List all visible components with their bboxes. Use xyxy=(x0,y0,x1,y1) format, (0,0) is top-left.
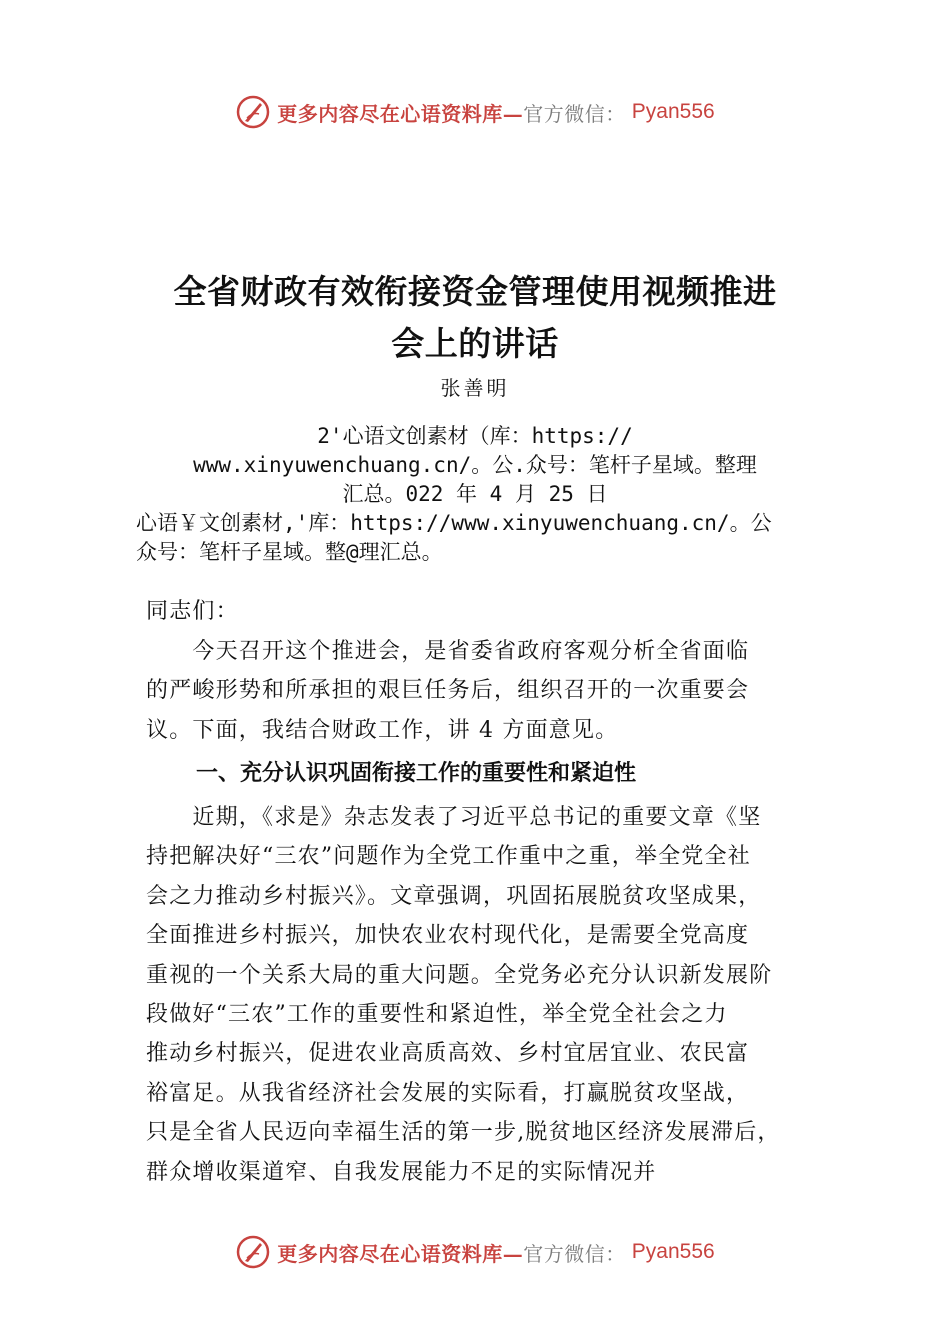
paragraph-line: 的严峻形势和所承担的艰巨任务后，组织召开的一次重要会 xyxy=(146,678,750,704)
document-title-line2: 会上的讲话 xyxy=(391,324,559,363)
paragraph-line: 全面推进乡村振兴，加快农业农村现代化，是需要全党高度 xyxy=(146,923,750,949)
paragraph-line: 持把解决好“三农”问题作为全党工作重中之重，举全党全社 xyxy=(146,844,751,870)
wechat-id: Pyan556 xyxy=(631,1240,715,1263)
paragraph-line: 裕富足。从我省经济社会发展的实际看，打赢脱贫攻坚战， xyxy=(146,1080,750,1106)
quill-logo-icon xyxy=(235,1234,271,1270)
intro-paragraph xyxy=(146,632,826,750)
wechat-id: Pyan556 xyxy=(631,100,715,123)
section-heading: 一、充分认识巩固衔接工作的重要性和紧迫性 xyxy=(196,761,637,786)
paragraph-line: 群众增收渠道窄、自我发展能力不足的实际情况并 xyxy=(146,1159,657,1185)
section1-paragraph xyxy=(146,798,826,1192)
source-line-4: 心语￥文创素材,'库：https://www.xinyuwenchuang.cn/。公 xyxy=(136,511,772,535)
watermark-text: 更多内容尽在心语资料库—官方微信： xyxy=(277,1241,626,1266)
paragraph-line: 推动乡村振兴，促进农业高质高效、乡村宜居宜业、农民富 xyxy=(146,1041,750,1067)
paragraph-line: 段做好“三农”工作的重要性和紧迫性，举全党全社会之力 xyxy=(146,1002,728,1028)
source-line-2: www.xinyuwenchuang.cn/。公.众号：笔杆子星域。整理 xyxy=(193,453,757,477)
quill-logo-icon xyxy=(235,94,271,130)
salutation: 同志们： xyxy=(146,599,239,624)
author-name: 张善明 xyxy=(440,376,510,400)
document-title-line1: 全省财政有效衔接资金管理使用视频推进 xyxy=(173,272,777,311)
paragraph-line: 重视的一个关系大局的重大问题。全党务必充分认识新发展阶 xyxy=(146,962,773,988)
paragraph-line: 今天召开这个推进会，是省委省政府客观分析全省面临 xyxy=(146,639,750,664)
source-line-5: 众号：笔杆子星域。整@理汇总。 xyxy=(136,540,443,564)
paragraph-line: 只是全省人民迈向幸福生活的第一步,脱贫地区经济发展滞后， xyxy=(146,1120,781,1146)
watermark-banner-bottom xyxy=(0,1232,950,1272)
watermark-banner-top xyxy=(0,92,950,132)
source-line-3: 汇总。022 年 4 月 25 日 xyxy=(342,482,608,506)
paragraph-line: 会之力推动乡村振兴》。文章强调，巩固拓展脱贫攻坚成果， xyxy=(146,883,762,909)
watermark-text: 更多内容尽在心语资料库—官方微信： xyxy=(277,101,626,126)
paragraph-line: 近期，《求是》杂志发表了习近平总书记的重要文章《坚 xyxy=(146,805,762,830)
paragraph-line: 议。下面，我结合财政工作，讲 4 方面意见。 xyxy=(146,717,619,743)
source-line-1: 2'心语文创素材（库：https:// xyxy=(317,424,633,448)
